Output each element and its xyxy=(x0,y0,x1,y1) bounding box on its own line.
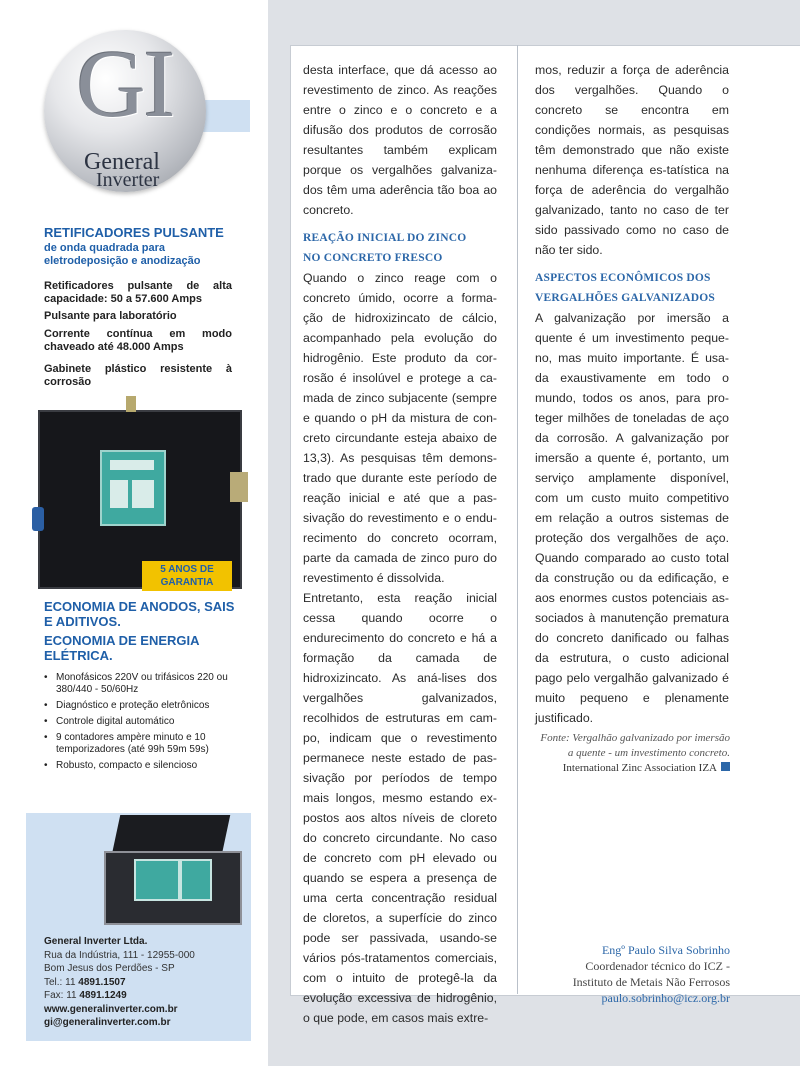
company-contact xyxy=(44,935,249,1030)
advertisement xyxy=(0,0,268,1066)
ad-feature-list xyxy=(44,672,244,776)
author-role: Coordenador técnico do ICZ - xyxy=(585,959,730,973)
list-item: • 9 contadores ampère minuto e 10 temporizadores (até 99h 59m 59s) xyxy=(44,732,244,756)
company-website[interactable]: www.generalinverter.com.br xyxy=(44,1003,178,1015)
company-address-city: Bom Jesus dos Perdões - SP xyxy=(44,963,175,974)
section-heading-economic-aspects: ASPECTOS ECONÔMICOS DOS VERGALHÕES GALVANIZADOS xyxy=(535,272,716,304)
company-fax: Fax: 11 4891.1249 xyxy=(44,990,127,1001)
company-email[interactable]: gi@generalinverter.com.br xyxy=(44,1017,171,1028)
list-item: • Controle digital automático xyxy=(44,716,244,728)
list-item: • Robusto, compacto e silencioso xyxy=(44,760,244,772)
section-heading-initial-reaction: REAÇÃO INICIAL DO ZINCO NO CONCRETO FRESCO xyxy=(303,232,467,264)
ad-spec-direct-current: Corrente contínua em modo chaveado até 48.000 Amps xyxy=(44,328,232,353)
paragraph: Quando o zinco reage com o concreto úmido, ocorre a forma-ção de hidroxizincato de cálcio, acompanhado pela evolução do hidrogênio. Este produto da cor-rosão é insolúvel e protege a ca-mada de zinco subjacente (sempre e quando o pH da mistura de con-creto circundante esteja abaixo de 13,3). As pesquisas têm demons-trado que durante este período de reação inicial e até que a pas-sivação do revestimento e o endu-recimento do concreto ocorram, parte da camada de zinco puro do revestimento é dissolvida. xyxy=(303,271,497,585)
article-source: Fonte: Vergalhão galvanizado por imersão a quente - um investimento concreto. International Zinc Association IZA xyxy=(540,732,730,774)
end-mark xyxy=(721,762,730,771)
paragraph: A galvanização por imersão a quente é um investimento peque-no, mas muito importante. É usa-da exaustivamente em todo o mundo, todos os anos, para pro-teger milhões de toneladas de aço da corrosão. A galvanização por imersão a quente é, portanto, um serviço amplamente disponível, com um custo muito competitivo em relação a outros sistemas de proteção dos vergalhões de aço. Quando comparado ao custo total da construção ou da edificação, e aos enormes custos potenciais as-sociados à manutenção prematura do concreto danificado ou falhas da estrutura, o custo adicional pago pelo vergalhão galvanizado é muito pequeno e plenamente justificado. xyxy=(535,311,729,725)
article-column-2 xyxy=(535,60,729,728)
logo-word-general: General xyxy=(84,149,160,175)
ad-headline: RETIFICADORES PULSANTE xyxy=(44,225,224,240)
list-item: • Monofásicos 220V ou trifásicos 220 ou 380/440 - 50/60Hz xyxy=(44,672,244,696)
paragraph: Entretanto, esta reação inicial cessa quando ocorre o endurecimento do concreto e há a formação da camada de hidroxizincato. As aná-lises dos vergalhões galvanizados, recolhidos de estruturas em cam-po, indicam que o revestimento permanece neste estado de pas-sivação por períodos de tempo mais longos, mesmo estando ex-postos aos altos níveis de cloreto do concreto circundante. No caso de concreto com pH elevado ou quando se espera a presença de uma certa concentração residual de cloretos, a superfície do zinco pode ser passivada, usando-se vários pós-tratamentos comerciais, com o intuito de protegê-la da evolução excessiva de hidrogênio, o que pode, em casos mais extre- xyxy=(303,591,497,1025)
author-block xyxy=(520,942,730,1006)
logo-letters: GI xyxy=(76,30,174,137)
list-item: • Diagnóstico e proteção eletrônicos xyxy=(44,700,244,712)
author-name: Engº Paulo Silva Sobrinho xyxy=(601,943,730,957)
paragraph: desta interface, que dá acesso ao revestimento de zinco. As reações entre o zinco e o concreto e a difusão dos produtos de corrosão resultantes também explicam porque os vergalhões galvaniza-dos têm uma aderência tão boa ao concreto. xyxy=(303,63,497,217)
portable-rectifier-image xyxy=(96,815,240,933)
ad-spec-capacity: Retificadores pulsante de alta capacidade: 50 a 57.600 Amps xyxy=(44,280,232,305)
company-phone: Tel.: 11 4891.1507 xyxy=(44,976,126,988)
general-inverter-logo xyxy=(44,30,206,192)
article-column-1 xyxy=(303,60,497,1028)
ad-contact-box xyxy=(26,813,251,1041)
ad-spec-laboratory: Pulsante para laboratório xyxy=(44,310,177,322)
paragraph: mos, reduzir a força de aderência dos vergalhões. Quando o concreto se encontra em condições normais, as pesquisas têm demonstrado que não existe nenhuma diferença es-tatística na força de aderência do vergalhão galvanizado, tanto no caso de ter sido passivado como no caso de não ter sido. xyxy=(535,63,729,257)
ad-spec-cabinet: Gabinete plástico resistente à corrosão xyxy=(44,363,232,388)
control-panel-image xyxy=(100,450,166,526)
company-address-street: Rua da Indústria, 111 - 12955-000 xyxy=(44,949,195,961)
column-divider xyxy=(517,45,518,994)
ad-headline-sub: de onda quadrada para eletrodeposição e anodização xyxy=(44,242,201,267)
author-email[interactable]: paulo.sobrinho@icz.org.br xyxy=(601,991,730,1005)
logo-word-inverter: Inverter xyxy=(96,169,160,191)
warranty-badge: 5 ANOS DE GARANTIA xyxy=(142,561,232,591)
ad-economy-energy: ECONOMIA DE ENERGIA ELÉTRICA. xyxy=(44,633,200,663)
ad-economy-anodes: ECONOMIA DE ANODOS, SAIS E ADITIVOS. xyxy=(44,599,235,629)
author-institution: Instituto de Metais Não Ferrosos xyxy=(572,975,730,989)
company-name: General Inverter Ltda. xyxy=(44,936,148,947)
